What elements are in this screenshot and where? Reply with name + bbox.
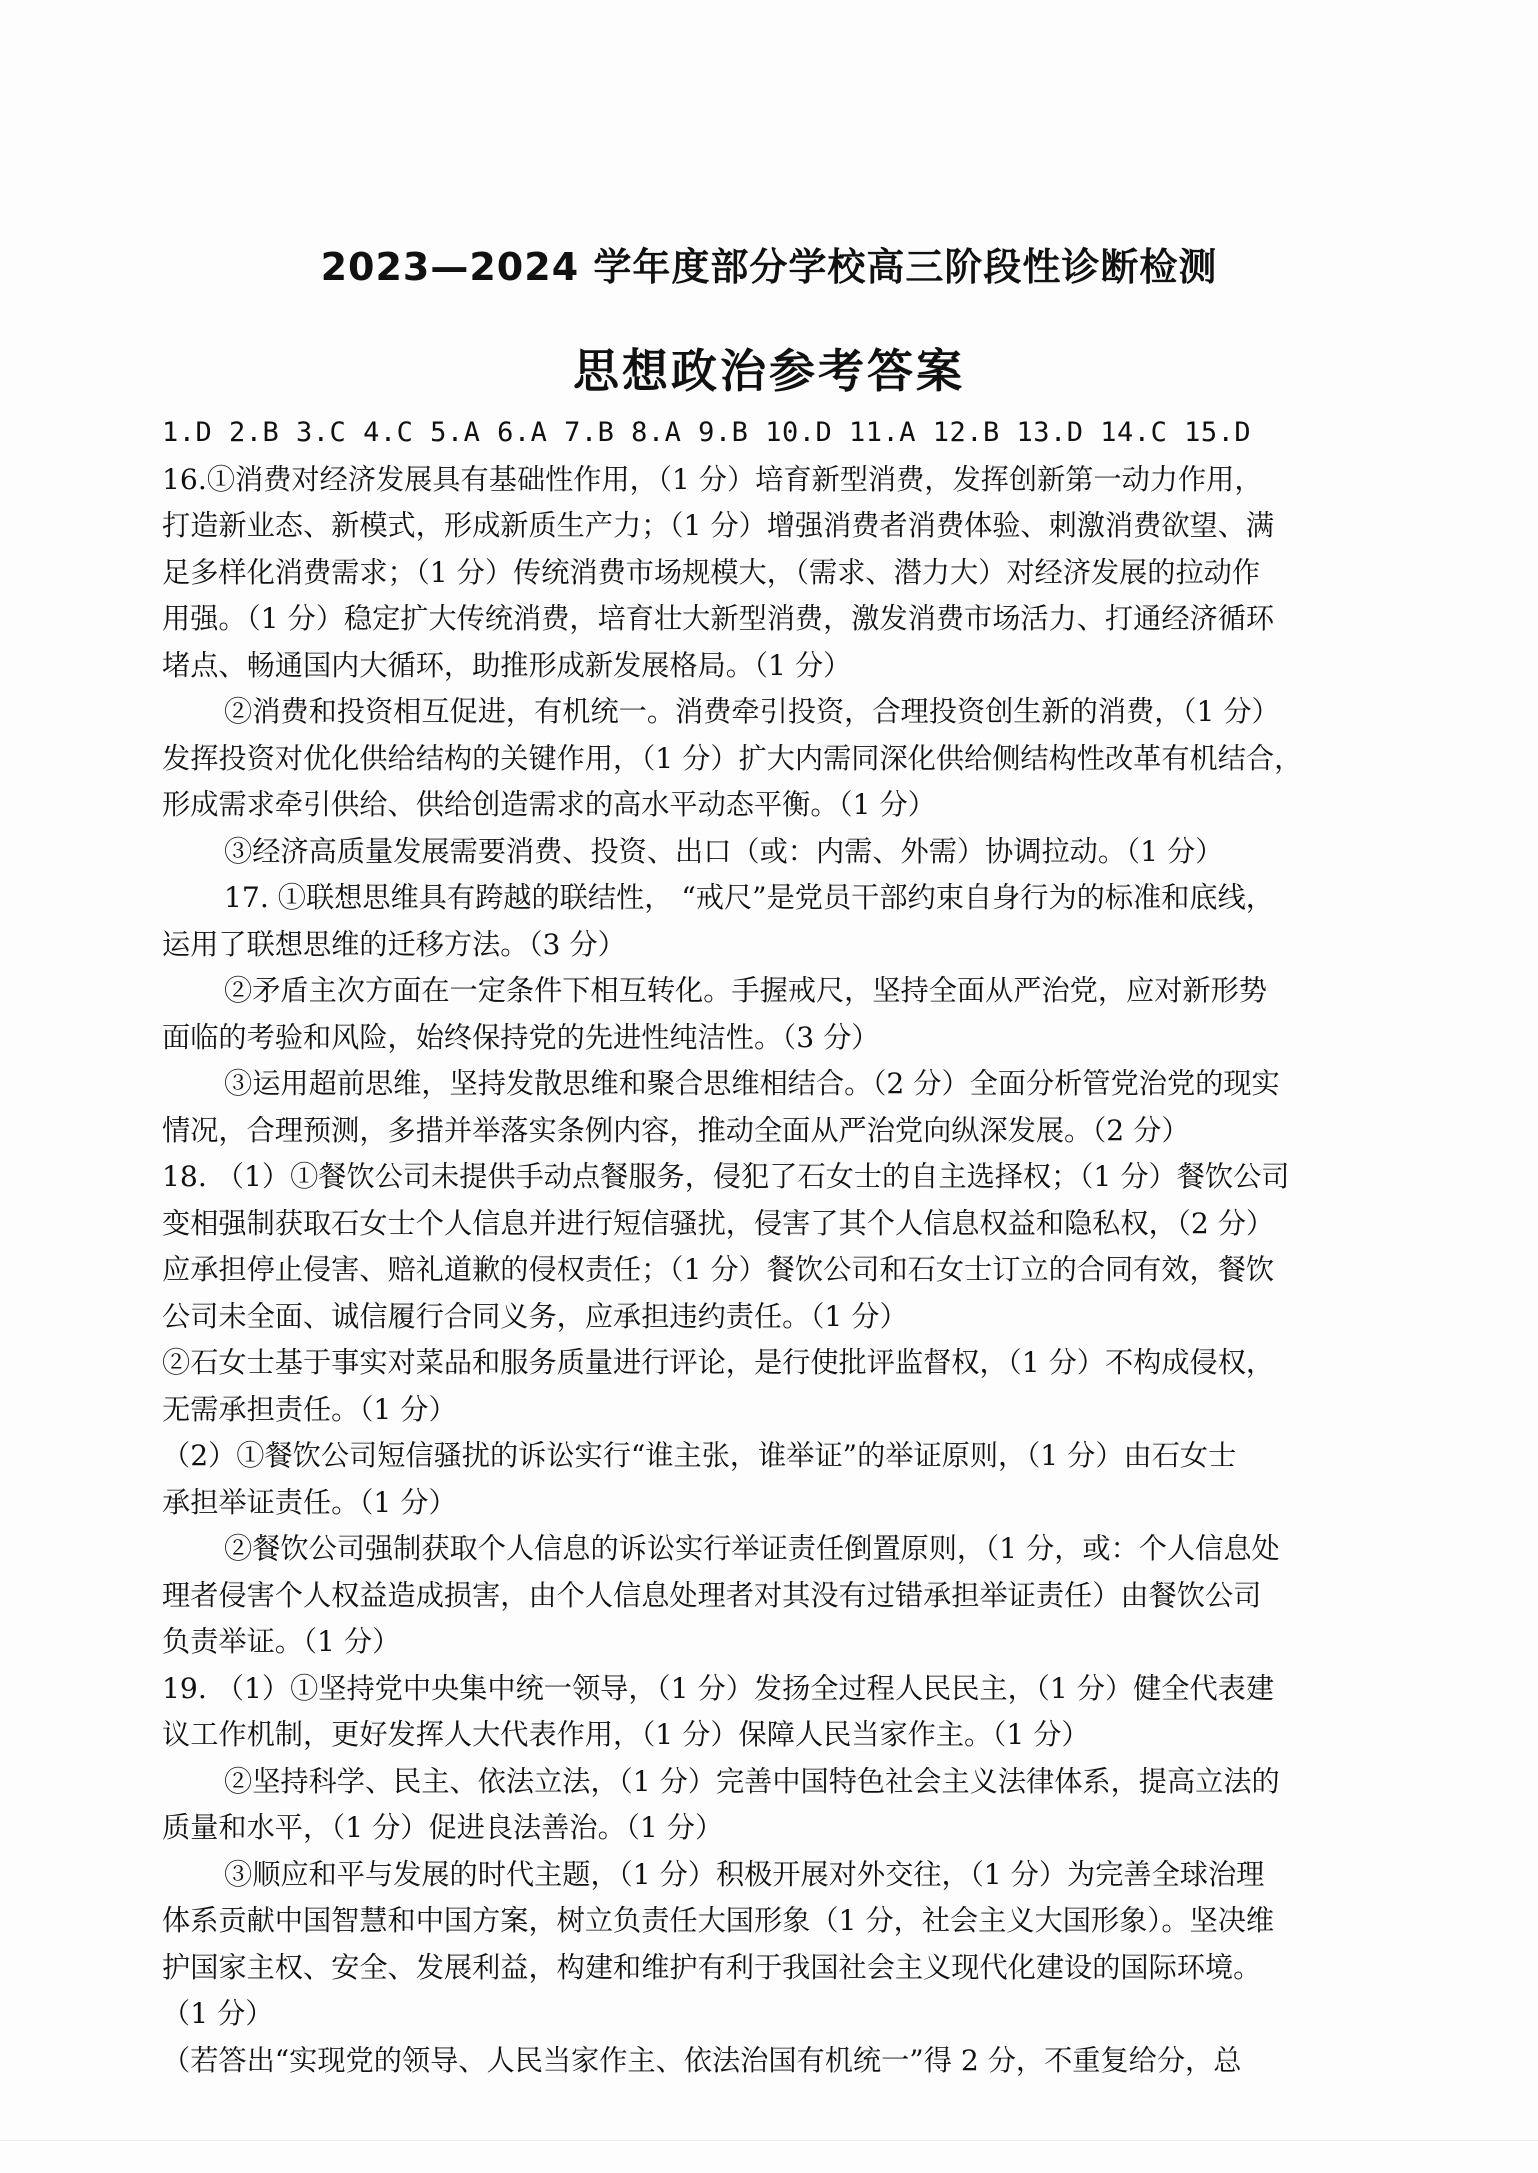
text-line: 公司未全面、诚信履行合同义务，应承担违约责任。（1 分） [162, 1299, 908, 1333]
text-line: 体系贡献中国智慧和中国方案，树立负责任大国形象（1 分，社会主义大国形象）。坚决维 [162, 1904, 1275, 1937]
text-line: ③顺应和平与发展的时代主题，（1 分）积极开展对外交往，（1 分）为完善全球治理 [224, 1857, 1265, 1891]
document-title: 2023—2024 学年度部分学校高三阶段性诊断检测 [320, 245, 1218, 289]
text-line: 用强。（1 分）稳定扩大传统消费，培育壮大新型消费，激发消费市场活力、打通经济循环 [162, 602, 1275, 635]
text-line: ③经济高质量发展需要消费、投资、出口（或：内需、外需）协调拉动。（1 分） [224, 834, 1224, 868]
document-subtitle: 思想政治参考答案 [573, 344, 965, 398]
text-line: 情况，合理预测，多措并举落实条例内容，推动全面从严治党向纵深发展。（2 分） [162, 1113, 1190, 1147]
text-line: ③运用超前思维，坚持发散思维和聚合思维相结合。（2 分）全面分析管党治党的现实 [224, 1067, 1280, 1100]
text-line: 议工作机制，更好发挥人大代表作用，（1 分）保障人民当家作主。（1 分） [162, 1718, 1090, 1751]
text-line: ②石女士基于事实对菜品和服务质量进行评论，是行使批评监督权，（1 分）不构成侵权， [162, 1346, 1275, 1379]
text-line: 形成需求牵引供给、供给创造需求的高水平动态平衡。（1 分） [162, 788, 936, 821]
text-line: 17. ①联想思维具有跨越的联结性， “戒尺”是党员干部约束自身行为的标准和底线， [224, 881, 1274, 914]
text-line: 变相强制获取石女士个人信息并进行短信骚扰，侵害了其个人信息权益和隐私权，（2 分） [162, 1206, 1275, 1240]
text-line: 质量和水平，（1 分）促进良法善治。（1 分） [162, 1811, 724, 1844]
text-line: 应承担停止侵害、赔礼道歉的侵权责任；（1 分）餐饮公司和石女士订立的合同有效，餐饮 [162, 1253, 1275, 1286]
text-line: 面临的考验和风险，始终保持党的先进性纯洁性。（3 分） [162, 1020, 880, 1054]
text-line: （若答出“实现党的领导、人民当家作主、依法治国有机统一”得 2 分，不重复给分，总 [162, 2043, 1242, 2077]
text-line: 理者侵害个人权益造成损害，由个人信息处理者对其没有过错承担举证责任）由餐饮公司 [162, 1578, 1262, 1612]
page-bottom-divider [0, 2140, 1538, 2141]
text-line: ②消费和投资相互促进，有机统一。消费牵引投资，合理投资创生新的消费，（1 分） [224, 695, 1280, 728]
text-line: 足多样化消费需求；（1 分）传统消费市场规模大，（需求、潜力大）对经济发展的拉动作 [162, 555, 1261, 589]
text-line: 19. （1）①坚持党中央集中统一领导，（1 分）发扬全过程人民民主，（1 分）健全代表建 [162, 1671, 1275, 1705]
text-line: （2）①餐饮公司短信骚扰的诉讼实行“谁主张，谁举证”的举证原则，（1 分）由石女士 [162, 1439, 1237, 1472]
text-line: 打造新业态、新模式，形成新质生产力；（1 分）增强消费者消费体验、刺激消费欲望、满 [162, 509, 1275, 542]
text-line: 18. （1）①餐饮公司未提供手动点餐服务，侵犯了石女士的自主选择权；（1 分）餐饮公司 [162, 1160, 1290, 1193]
text-line: 堵点、畅通国内大循环，助推形成新发展格局。（1 分） [162, 648, 852, 682]
text-line: 运用了联想思维的迁移方法。（3 分） [162, 927, 626, 961]
text-line: ②坚持科学、民主、依法立法，（1 分）完善中国特色社会主义法律体系，提高立法的 [224, 1764, 1280, 1798]
text-line: 无需承担责任。（1 分） [162, 1392, 457, 1426]
answer-body [162, 410, 1382, 2084]
text-line: ②餐饮公司强制获取个人信息的诉讼实行举证责任倒置原则，（1 分，或：个人信息处 [224, 1532, 1280, 1565]
text-line: 承担举证责任。（1 分） [162, 1485, 457, 1519]
text-line: 发挥投资对优化供给结构的关键作用，（1 分）扩大内需同深化供给侧结构性改革有机结合， [162, 741, 1303, 775]
text-line: ②矛盾主次方面在一定条件下相互转化。手握戒尺，坚持全面从严治党，应对新形势 [224, 974, 1267, 1007]
choice-answers: 1.D 2.B 3.C 4.C 5.A 6.A 7.B 8.A 9.B 10.D 11.A 12.B 13.D 14.C 15.D [162, 417, 1252, 448]
text-line: 16.①消费对经济发展具有基础性作用，（1 分）培育新型消费，发挥创新第一动力作用， [162, 462, 1263, 496]
text-line: 护国家主权、安全、发展利益，构建和维护有利于我国社会主义现代化建设的国际环境。 [162, 1950, 1262, 1984]
text-line: （1 分） [162, 1997, 274, 2030]
text-line: 负责举证。（1 分） [162, 1625, 401, 1658]
